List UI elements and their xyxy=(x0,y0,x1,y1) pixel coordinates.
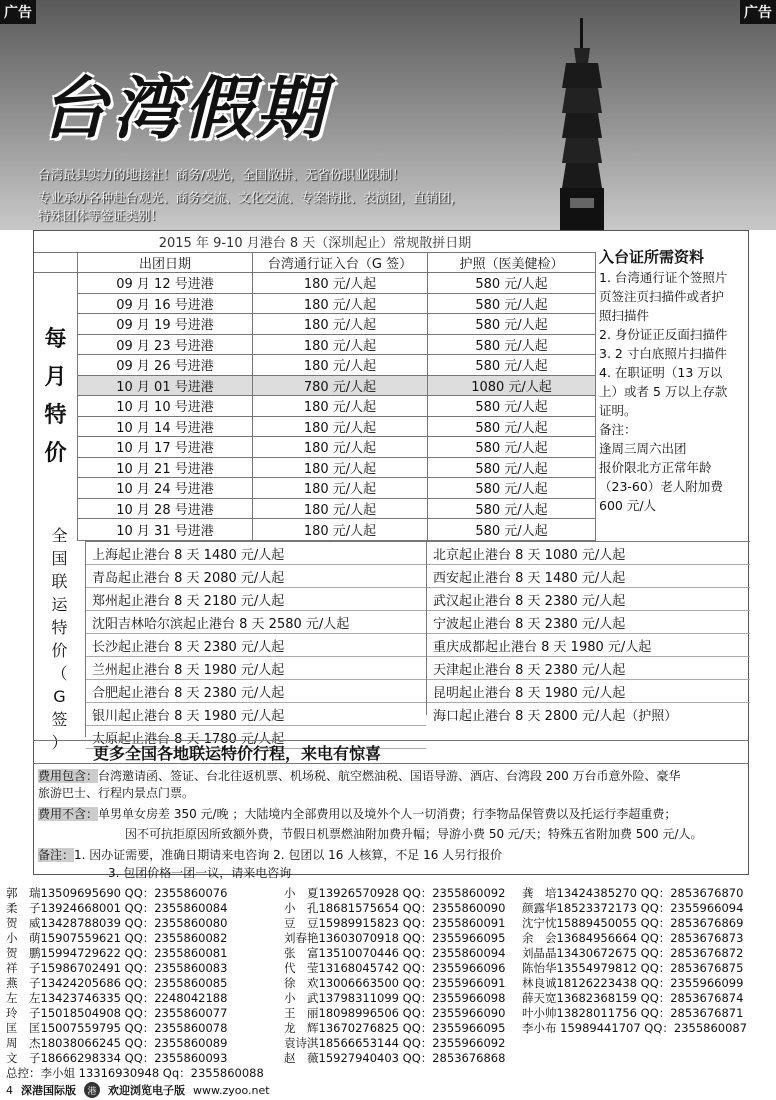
passport-price: 580 元/人起 xyxy=(428,417,596,437)
contact-entry: 左 左13423746335 QQ：2248042188 xyxy=(6,991,228,1005)
monthly-special-label xyxy=(34,253,78,541)
table-row-highlight xyxy=(78,376,596,397)
contact-total: 总控：李小姐 13316930948 Qq：2355860088 xyxy=(6,1066,264,1080)
requirement-line: 逢周三周六出团 xyxy=(599,441,687,456)
g-visa-price: 180 元/人起 xyxy=(253,396,428,416)
date-cell: 10 月 01 号进港 xyxy=(78,376,253,396)
passport-price: 580 元/人起 xyxy=(428,458,596,478)
table-header-row xyxy=(34,253,596,273)
table-row xyxy=(78,273,596,294)
g-visa-price: 180 元/人起 xyxy=(253,499,428,519)
footer-url[interactable]: www.zyoo.net xyxy=(193,1083,270,1097)
requirement-line: 照扫描件 xyxy=(599,308,650,323)
route-right: 北京起止港台 8 天 1080 元/人起 xyxy=(427,542,750,565)
contacts-col-2 xyxy=(284,886,505,1066)
edition-name: 深港国际版 xyxy=(21,1084,76,1097)
table-row xyxy=(78,478,596,499)
monthly-label-char: 每 xyxy=(44,327,67,352)
passport-price: 580 元/人起 xyxy=(428,294,596,314)
passport-price: 580 元/人起 xyxy=(428,437,596,457)
date-cell: 10 月 14 号进港 xyxy=(78,417,253,437)
contact-entry: 小 孔18681575654 QQ：2355860090 xyxy=(284,901,506,915)
contact-entry: 龙 辉13670276825 QQ：2355966095 xyxy=(284,1021,506,1035)
requirement-line: 页签注页扫描件或者护 xyxy=(599,289,725,304)
route-right: 重庆成都起止港台 8 天 1980 元/人起 xyxy=(427,634,750,657)
header-passport: 护照（医美健检） xyxy=(428,253,596,272)
route-right: 宁波起止港台 8 天 2380 元/人起 xyxy=(427,611,750,634)
hero-tagline: 台湾最具实力的地接社！商务/观光，全国散拼、无省份职业限制！ xyxy=(38,167,405,182)
national-label-char: （ xyxy=(51,664,68,683)
requirement-line: 1. 台湾通行证个签照片 xyxy=(599,270,728,285)
passport-price: 580 元/人起 xyxy=(428,355,596,375)
page-footer xyxy=(0,1080,776,1100)
publication-logo-icon: 港 xyxy=(84,1082,100,1098)
contact-entry: 徐 欢13006663500 QQ：2355966091 xyxy=(284,976,506,990)
national-label-char: G xyxy=(53,687,66,706)
route-right: 天津起止港台 8 天 2380 元/人起 xyxy=(427,657,750,680)
passport-price: 580 元/人起 xyxy=(428,478,596,498)
contact-entry: 叶小帅13828011756 QQ：2853676871 xyxy=(522,1006,744,1020)
national-label-char: ） xyxy=(51,733,68,752)
table-row xyxy=(78,314,596,335)
ad-label-right: 广告 xyxy=(740,0,776,24)
route-left: 青岛起止港台 8 天 2080 元/人起 xyxy=(86,565,426,588)
g-visa-price: 780 元/人起 xyxy=(253,376,428,396)
contact-entry: 贺 鹏15994729622 QQ：2355860081 xyxy=(6,946,228,960)
passport-price: 580 元/人起 xyxy=(428,273,596,293)
fee-exclude-label: 费用不含： xyxy=(38,807,99,821)
note-label: 备注： xyxy=(38,848,75,862)
contact-entry: 刘春艳13603070918 QQ：2355966095 xyxy=(284,931,506,945)
more-routes-banner: 更多全国各地联运特价行程，来电有惊喜 xyxy=(33,740,749,764)
national-label-char: 签 xyxy=(51,710,68,729)
route-left: 兰州起止港台 8 天 1980 元/人起 xyxy=(86,657,426,680)
g-visa-price: 180 元/人起 xyxy=(253,314,428,334)
g-visa-price: 180 元/人起 xyxy=(253,335,428,355)
contact-entry: 匡 匡15007559795 QQ：2355860078 xyxy=(6,1021,228,1035)
route-left: 郑州起止港台 8 天 2180 元/人起 xyxy=(86,588,426,611)
contact-entry: 龚 培13424385270 QQ：2853676870 xyxy=(522,886,744,900)
requirements-panel xyxy=(595,246,750,515)
contacts-col-3 xyxy=(522,886,747,1036)
table-row xyxy=(78,355,596,376)
requirement-line: （23-60）老人附加费 xyxy=(599,479,723,494)
taipei-101-tower-illustration xyxy=(552,18,612,230)
contact-entry: 小 萌15907559621 QQ：2355860082 xyxy=(6,931,228,945)
table-row xyxy=(78,519,596,541)
route-left: 长沙起止港台 8 天 2380 元/人起 xyxy=(86,634,426,657)
national-label-char: 全 xyxy=(51,526,68,545)
date-cell: 09 月 26 号进港 xyxy=(78,355,253,375)
national-label-char: 特 xyxy=(51,618,68,637)
contact-entry: 王 丽18098996506 QQ：2355966090 xyxy=(284,1006,506,1020)
contact-entry: 薛天宽13682368159 QQ：2853676874 xyxy=(522,991,744,1005)
footer-slogan: 欢迎浏览电子版 xyxy=(108,1084,185,1097)
table-row xyxy=(78,335,596,356)
contact-entry: 沈宁忱15889450055 QQ：2853676869 xyxy=(522,916,744,930)
date-cell: 09 月 12 号进港 xyxy=(78,273,253,293)
fee-exclude-line2: 因不可抗拒原因所致额外费，节假日机票燃油附加费升幅；导游小费 50 元/天；特殊五省附加费 500 元/人。 xyxy=(125,827,703,841)
requirement-line: 证明。 xyxy=(599,403,637,418)
contact-entry: 赵 薇15927940403 QQ：2853676868 xyxy=(284,1051,506,1065)
date-cell: 10 月 21 号进港 xyxy=(78,458,253,478)
requirement-line: 3. 2 寸白底照片扫描件 xyxy=(599,346,727,361)
table-row xyxy=(78,458,596,479)
route-right: 昆明起止港台 8 天 1980 元/人起 xyxy=(427,680,750,703)
contact-entry: 余 会13684956664 QQ：2853676873 xyxy=(522,931,744,945)
contact-entry: 贺 威13428788039 QQ：2355860080 xyxy=(6,916,228,930)
hero-banner xyxy=(0,0,776,230)
g-visa-price: 180 元/人起 xyxy=(253,519,428,540)
contact-entry: 小 夏13926570928 QQ：2355860092 xyxy=(284,886,506,900)
passport-price: 580 元/人起 xyxy=(428,396,596,416)
g-visa-price: 180 元/人起 xyxy=(253,273,428,293)
contact-entry: 陈怡华13554979812 QQ：2853676875 xyxy=(522,961,744,975)
header-date: 出团日期 xyxy=(78,253,253,272)
requirement-line: 上）或者 5 万以上存款 xyxy=(599,384,728,399)
requirement-line: 4. 在职证明（13 万以 xyxy=(599,365,723,380)
national-label-char: 运 xyxy=(51,595,68,614)
contact-entry: 颜露华18523372173 QQ：2355966094 xyxy=(522,901,744,915)
route-right: 海口起止港台 8 天 2800 元/人起（护照） xyxy=(433,709,678,724)
page-number: 4 xyxy=(6,1083,13,1097)
hero-title: 台湾假期 xyxy=(40,70,329,149)
contact-entry: 小 武13798311099 QQ：2355966098 xyxy=(284,991,506,1005)
requirement-line: 2. 身份证正反面扫描件 xyxy=(599,327,728,342)
contact-entry: 郭 瑞13509695690 QQ：2355860076 xyxy=(6,886,228,900)
passport-price: 1080 元/人起 xyxy=(428,376,596,396)
g-visa-price: 180 元/人起 xyxy=(253,417,428,437)
date-cell: 10 月 17 号进港 xyxy=(78,437,253,457)
contact-entry: 周 杰18038066245 QQ：2355860089 xyxy=(6,1036,228,1050)
requirement-line: 600 元/人 xyxy=(599,498,657,513)
date-cell: 10 月 24 号进港 xyxy=(78,478,253,498)
passport-price: 580 元/人起 xyxy=(428,519,596,540)
table-row xyxy=(78,417,596,438)
national-label-char: 国 xyxy=(51,549,68,568)
national-routes-grid xyxy=(86,541,750,747)
monthly-label-char: 特 xyxy=(44,403,67,428)
route-right: 西安起止港台 8 天 1480 元/人起 xyxy=(427,565,750,588)
hero-services-line-2: 特殊团体等签证类别！ xyxy=(38,208,164,223)
route-left: 太原起止港台 8 天 1780 元/人起 xyxy=(86,726,426,749)
note-line2: 3. 包团价格一团一议，请来电咨询 xyxy=(108,866,292,880)
g-visa-price: 180 元/人起 xyxy=(253,437,428,457)
national-label xyxy=(34,526,86,752)
fee-exclude-text: 单男单女房差 350 元/晚 ；大陆境内全部费用以及境外个人一切消费；行李物品保管费以及托运行李超重费； xyxy=(98,807,677,821)
g-visa-price: 180 元/人起 xyxy=(253,355,428,375)
contact-entry: 玲 子15018504908 QQ：2355860077 xyxy=(6,1006,228,1020)
g-visa-price: 180 元/人起 xyxy=(253,458,428,478)
table-caption-row xyxy=(34,231,596,253)
contact-entry: 袁诗淇18566653144 QQ：2355966092 xyxy=(284,1036,506,1050)
passport-price: 580 元/人起 xyxy=(428,335,596,355)
date-cell: 10 月 28 号进港 xyxy=(78,499,253,519)
passport-price: 580 元/人起 xyxy=(428,499,596,519)
date-cell: 09 月 23 号进港 xyxy=(78,335,253,355)
contact-entry: 燕 子13424205686 QQ：2355860085 xyxy=(6,976,228,990)
contacts-col-1 xyxy=(6,886,264,1081)
date-cell: 10 月 31 号进港 xyxy=(78,519,253,540)
header-g-visa: 台湾通行证入台（G 签） xyxy=(253,253,428,272)
contact-entry: 祥 子15986702491 QQ：2355860083 xyxy=(6,961,228,975)
contact-entry: 林良诚18126223438 QQ：2355966099 xyxy=(522,976,744,990)
fee-include-text: 台湾邀请函、签证、台北往返机票、机场税、航空燃油税、国语导游、酒店、台湾段 200 万台币意外险、豪华 xyxy=(98,769,681,783)
requirement-line: 报价限北方正常年龄 xyxy=(599,460,712,475)
g-visa-price: 180 元/人起 xyxy=(253,478,428,498)
contact-entry: 柔 子13924668001 QQ：2355860084 xyxy=(6,901,228,915)
requirements-title: 入台证所需资料 xyxy=(599,248,705,266)
table-row xyxy=(78,294,596,315)
fee-exclude xyxy=(33,805,749,822)
ad-label-left: 广告 xyxy=(0,0,36,24)
contact-entry: 代 莹13168045742 QQ：2355966096 xyxy=(284,961,506,975)
route-left: 合肥起止港台 8 天 2380 元/人起 xyxy=(86,680,426,703)
requirement-line: 备注： xyxy=(599,422,637,437)
note xyxy=(33,846,749,863)
contact-entry: 张 富13510070446 QQ：2355860094 xyxy=(284,946,506,960)
national-label-char: 价 xyxy=(51,641,68,660)
contact-entry: 李小布 15989441707 QQ：2355860087 xyxy=(522,1021,748,1035)
monthly-label-char: 价 xyxy=(44,441,67,466)
passport-price: 580 元/人起 xyxy=(428,314,596,334)
route-left: 上海起止港台 8 天 1480 元/人起 xyxy=(86,542,426,565)
date-cell: 09 月 16 号进港 xyxy=(78,294,253,314)
fee-include-line2: 旅游巴士、行程内景点门票。 xyxy=(38,786,195,800)
note-text: 1. 因办证需要，准确日期请来电咨询 2. 包团以 16 人核算，不足 16 人另行报价 xyxy=(74,848,503,862)
contact-entry: 文 子18666298334 QQ：2355860093 xyxy=(6,1051,228,1065)
fee-include-label: 费用包含： xyxy=(38,769,99,783)
hero-services-line: 专业承办各种赴台观光、商务交流、文化交流、专案特批、表演团，直销团， xyxy=(38,190,464,205)
g-visa-price: 180 元/人起 xyxy=(253,294,428,314)
table-row xyxy=(78,396,596,417)
national-label-char: 联 xyxy=(51,572,68,591)
table-caption: 2015 年 9-10 月港台 8 天（深圳起止）常规散拼日期 xyxy=(158,236,472,251)
contact-entry: 豆 豆15989915823 QQ：2355860091 xyxy=(284,916,506,930)
route-left: 沈阳吉林哈尔滨起止港台 8 天 2580 元/人起 xyxy=(86,611,426,634)
table-row xyxy=(78,437,596,458)
contact-entry: 刘晶晶13430672675 QQ：2853676872 xyxy=(522,946,744,960)
route-right: 武汉起止港台 8 天 2380 元/人起 xyxy=(427,588,750,611)
date-cell: 10 月 10 号进港 xyxy=(78,396,253,416)
route-left: 银川起止港台 8 天 1980 元/人起 xyxy=(86,703,426,726)
date-cell: 09 月 19 号进港 xyxy=(78,314,253,334)
table-row xyxy=(78,499,596,520)
monthly-label-char: 月 xyxy=(44,365,67,390)
fee-include xyxy=(33,767,749,784)
